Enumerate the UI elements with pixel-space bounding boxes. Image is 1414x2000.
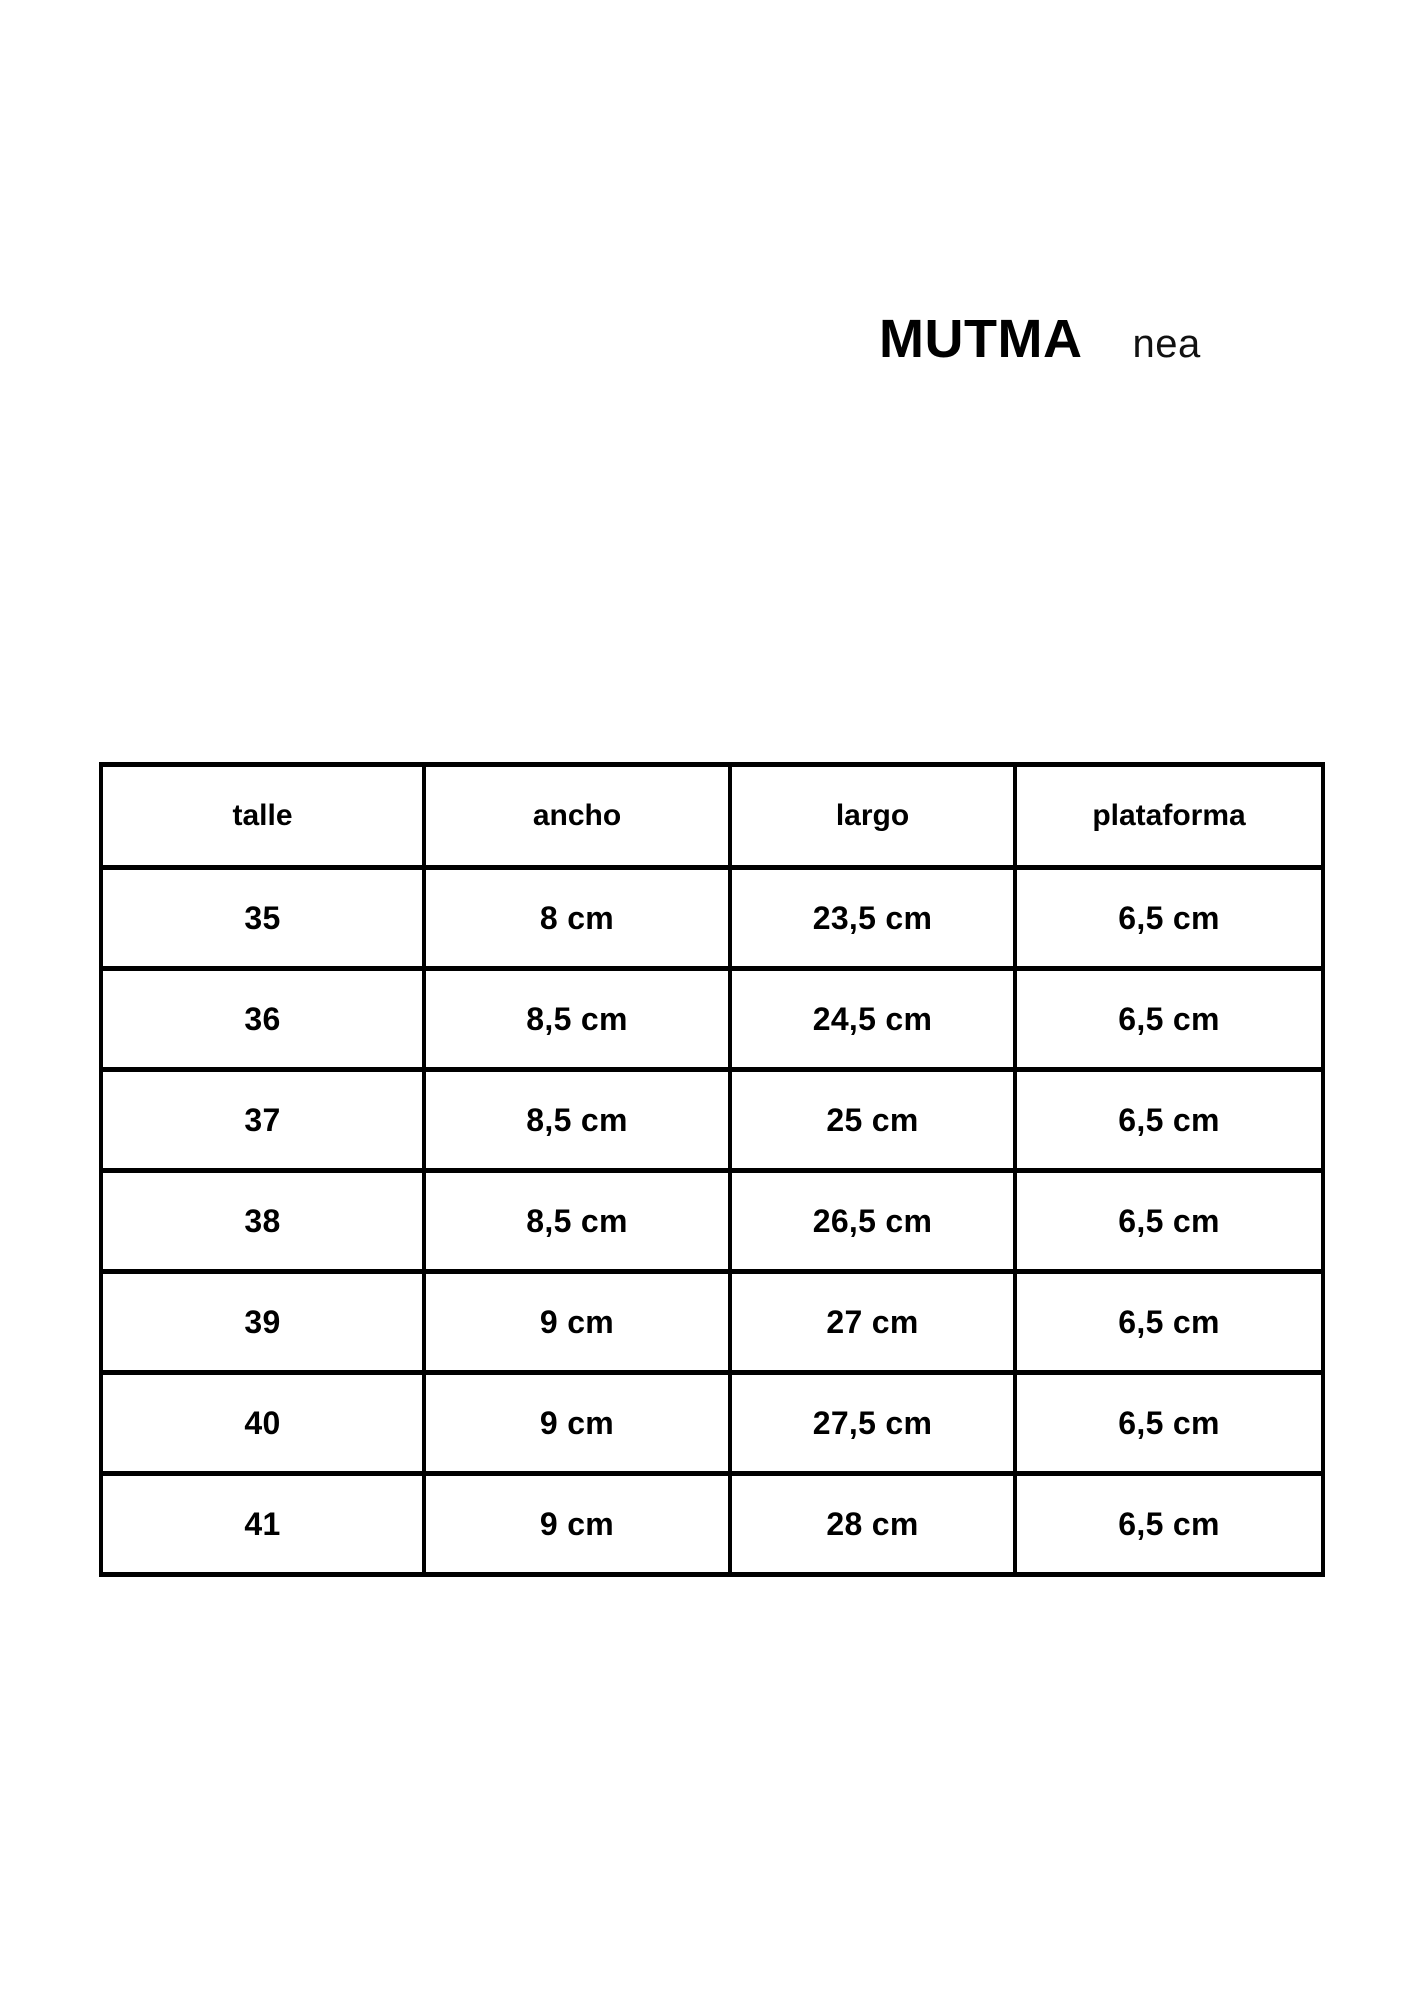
cell-ancho: 9 cm	[424, 1373, 730, 1474]
cell-ancho: 9 cm	[424, 1474, 730, 1575]
cell-largo: 25 cm	[730, 1070, 1015, 1171]
column-header-plataforma: plataforma	[1015, 765, 1323, 868]
table-row	[101, 1171, 1323, 1272]
cell-ancho: 8,5 cm	[424, 1070, 730, 1171]
table-row	[101, 969, 1323, 1070]
cell-largo: 27 cm	[730, 1272, 1015, 1373]
model-name: nea	[1132, 322, 1201, 366]
cell-plataforma: 6,5 cm	[1015, 1070, 1323, 1171]
cell-ancho: 8,5 cm	[424, 1171, 730, 1272]
cell-ancho: 8 cm	[424, 868, 730, 969]
column-header-talle: talle	[101, 765, 424, 868]
cell-plataforma: 6,5 cm	[1015, 1171, 1323, 1272]
cell-talle: 41	[101, 1474, 424, 1575]
column-header-ancho: ancho	[424, 765, 730, 868]
table-row	[101, 1272, 1323, 1373]
cell-ancho: 8,5 cm	[424, 969, 730, 1070]
cell-largo: 26,5 cm	[730, 1171, 1015, 1272]
column-header-largo: largo	[730, 765, 1015, 868]
table-row	[101, 1474, 1323, 1575]
cell-talle: 36	[101, 969, 424, 1070]
page-title	[879, 309, 1201, 369]
size-chart-table	[99, 762, 1325, 1577]
cell-plataforma: 6,5 cm	[1015, 1474, 1323, 1575]
cell-plataforma: 6,5 cm	[1015, 1272, 1323, 1373]
table-row	[101, 868, 1323, 969]
cell-plataforma: 6,5 cm	[1015, 1373, 1323, 1474]
cell-talle: 39	[101, 1272, 424, 1373]
cell-largo: 23,5 cm	[730, 868, 1015, 969]
cell-largo: 28 cm	[730, 1474, 1015, 1575]
cell-talle: 37	[101, 1070, 424, 1171]
cell-talle: 35	[101, 868, 424, 969]
cell-ancho: 9 cm	[424, 1272, 730, 1373]
cell-talle: 38	[101, 1171, 424, 1272]
cell-talle: 40	[101, 1373, 424, 1474]
cell-plataforma: 6,5 cm	[1015, 868, 1323, 969]
header-row	[101, 765, 1323, 868]
cell-largo: 27,5 cm	[730, 1373, 1015, 1474]
cell-largo: 24,5 cm	[730, 969, 1015, 1070]
table-row	[101, 1373, 1323, 1474]
brand-name: MUTMA	[879, 309, 1083, 369]
cell-plataforma: 6,5 cm	[1015, 969, 1323, 1070]
table-row	[101, 1070, 1323, 1171]
